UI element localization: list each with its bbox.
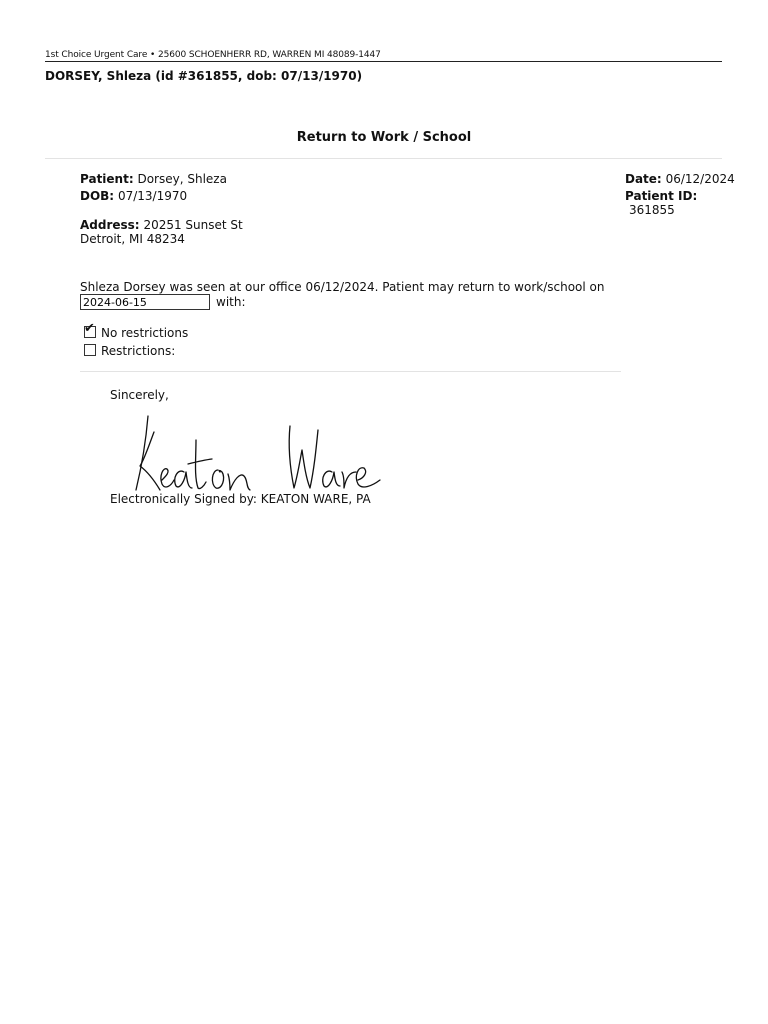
salutation: Sincerely, xyxy=(110,388,169,402)
patient-name-row xyxy=(80,172,227,186)
patient-id-label: Patient ID: xyxy=(625,189,698,203)
restrictions-label: Restrictions: xyxy=(101,344,176,358)
no-restrictions-checkbox[interactable] xyxy=(84,321,96,338)
dob-value: 07/13/1970 xyxy=(117,189,188,203)
date-label: Date: xyxy=(625,172,662,186)
dob-label: DOB: xyxy=(80,189,115,203)
address-line1: 20251 Sunset St xyxy=(143,218,243,232)
patient-id-row xyxy=(625,189,697,217)
patient-label: Patient: xyxy=(80,172,134,186)
address-label: Address: xyxy=(80,218,140,232)
restrictions-option[interactable] xyxy=(84,344,175,358)
patient-name: Dorsey, Shleza xyxy=(137,172,227,186)
clinic-address-line: 1st Choice Urgent Care • 25600 SCHOENHERR RD, WARREN MI 48089-1447 xyxy=(45,50,722,62)
restrictions-checkbox[interactable] xyxy=(84,344,96,356)
return-date-field[interactable]: 2024-06-15 xyxy=(80,294,210,310)
electronic-signature-line: Electronically Signed by: KEATON WARE, PA xyxy=(110,492,371,506)
patient-header: DORSEY, Shleza (id #361855, dob: 07/13/1970) xyxy=(45,69,363,83)
divider xyxy=(45,158,722,159)
no-restrictions-option[interactable] xyxy=(84,321,189,340)
divider xyxy=(80,371,621,372)
dob-row xyxy=(80,189,187,203)
with-label: with: xyxy=(216,295,246,309)
address-block xyxy=(80,218,243,246)
document-title: Return to Work / School xyxy=(296,130,472,145)
no-restrictions-label: No restrictions xyxy=(101,326,189,340)
signature-image xyxy=(130,410,390,499)
date-value: 06/12/2024 xyxy=(665,172,735,186)
date-row xyxy=(625,172,735,186)
visit-statement: Shleza Dorsey was seen at our office 06/12/2024. Patient may return to work/school on xyxy=(80,280,605,294)
checkmark-icon: ✔ xyxy=(84,321,95,336)
address-line2: Detroit, MI 48234 xyxy=(80,232,185,246)
patient-id-value: 361855 xyxy=(629,203,675,217)
